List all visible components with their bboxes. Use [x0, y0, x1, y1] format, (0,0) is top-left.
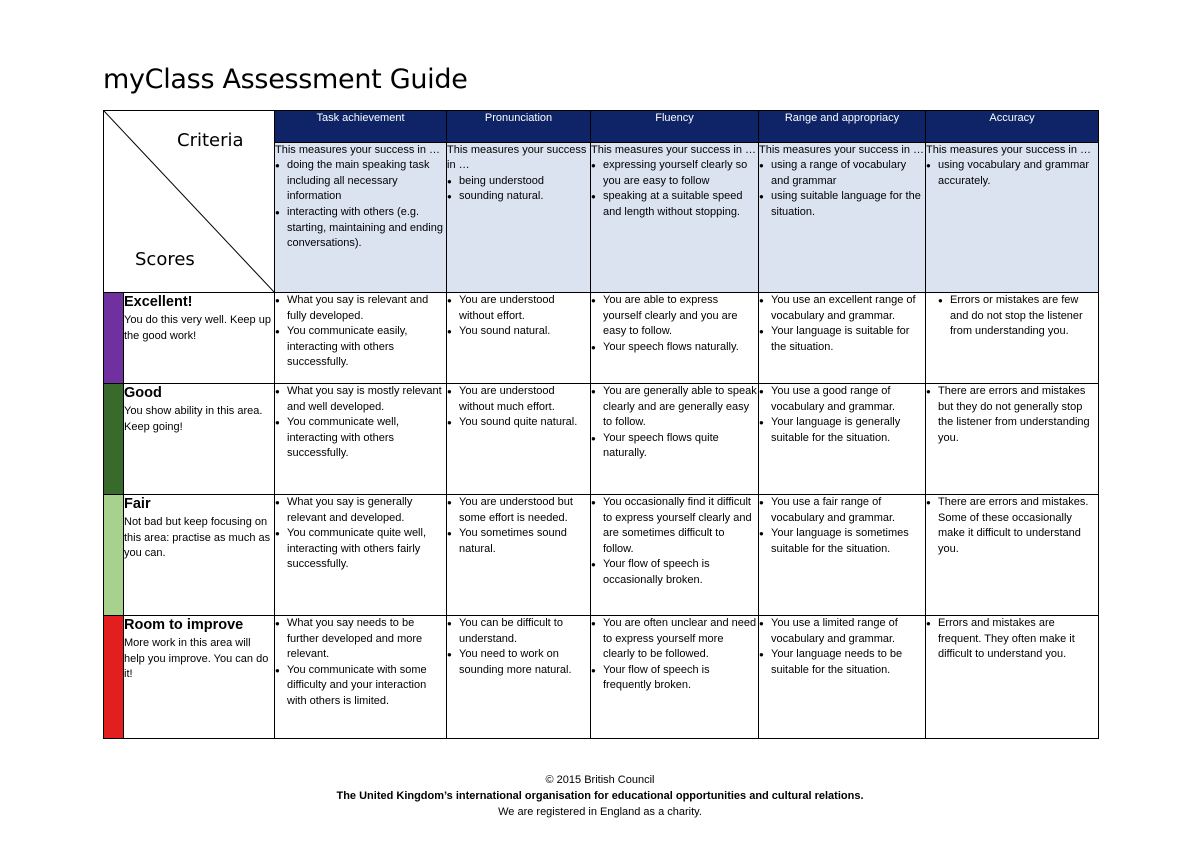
- score-bullet: ● Your language needs to be suitable for the situation.: [759, 647, 925, 678]
- description-item: ● speaking at a suitable speed and length without stopping.: [591, 189, 758, 220]
- description-list: [926, 158, 1098, 189]
- score-cell: [926, 293, 1099, 384]
- level-name: Fair: [124, 496, 151, 512]
- score-bullet: ● You communicate easily, interacting with others successfully.: [275, 324, 446, 371]
- score-cell: [447, 495, 591, 616]
- column-header-accuracy: Accuracy: [926, 111, 1099, 143]
- level-label: [124, 616, 275, 739]
- level-color-strip: [104, 293, 124, 384]
- level-color-strip: [104, 616, 124, 739]
- page-title: myClass Assessment Guide: [103, 64, 468, 95]
- criteria-description: [591, 142, 759, 292]
- score-cell: [447, 293, 591, 384]
- score-bullet: ● Errors and mistakes are frequent. They often make it difficult to understand you.: [926, 616, 1098, 663]
- description-item: ● interacting with others (e.g. starting, maintaining and ending conversations).: [275, 205, 446, 252]
- description-intro: This measures your success in …: [275, 143, 441, 156]
- score-bullet: ● You are generally able to speak clearly and are generally easy to follow.: [591, 384, 758, 431]
- score-bullet: ● You communicate quite well, interacting with others fairly successfully.: [275, 526, 446, 573]
- score-bullet: ● You are understood but some effort is needed.: [447, 495, 590, 526]
- score-bullet: ● Your language is suitable for the situation.: [759, 324, 925, 355]
- score-bullet: ● You sometimes sound natural.: [447, 526, 590, 557]
- score-cell: [926, 616, 1099, 739]
- score-bullet: ● Your flow of speech is occasionally broken.: [591, 557, 758, 588]
- score-cell: [275, 384, 447, 495]
- score-bullet: ● There are errors and mistakes. Some of these occasionally make it difficult to understand you.: [926, 495, 1098, 557]
- description-item: ● sounding natural.: [447, 189, 590, 205]
- description-item: ● using a range of vocabulary and grammar: [759, 158, 925, 189]
- score-bullet: ● Your flow of speech is frequently broken.: [591, 663, 758, 694]
- criteria-label: Criteria: [177, 130, 244, 151]
- score-cell: [591, 616, 759, 739]
- description-intro: This measures your success in …: [591, 143, 757, 156]
- charity-notice: We are registered in England as a charity.: [498, 806, 702, 818]
- level-color-strip: [104, 495, 124, 616]
- criteria-description: [447, 142, 591, 292]
- description-list: [275, 158, 446, 252]
- description-item: ● being understood: [447, 174, 590, 190]
- level-label: [124, 293, 275, 384]
- score-bullet: ● You use a fair range of vocabulary and grammar.: [759, 495, 925, 526]
- score-bullet: ● What you say is generally relevant and developed.: [275, 495, 446, 526]
- scores-label: Scores: [135, 249, 195, 270]
- score-bullet: ● Errors or mistakes are few and do not stop the listener from understanding you.: [938, 293, 1098, 340]
- level-description: More work in this area will help you improve. You can do it!: [124, 637, 269, 681]
- score-bullet: ● You use a good range of vocabulary and grammar.: [759, 384, 925, 415]
- column-header-fluency: Fluency: [591, 111, 759, 143]
- score-bullet: ● You occasionally find it difficult to express yourself clearly and are sometimes difficult to follow.: [591, 495, 758, 557]
- description-intro: This measures your success in …: [447, 143, 587, 172]
- level-description: Not bad but keep focusing on this area: practise as much as you can.: [124, 516, 271, 560]
- score-row-excellent: [104, 293, 1099, 384]
- score-bullet: ● You use an excellent range of vocabulary and grammar.: [759, 293, 925, 324]
- score-bullet: ● Your speech flows quite naturally.: [591, 431, 758, 462]
- score-cell: [447, 384, 591, 495]
- copyright-notice: © 2015 British Council: [545, 774, 655, 786]
- level-description: You show ability in this area. Keep going!: [124, 405, 263, 433]
- level-name: Excellent!: [124, 294, 193, 310]
- score-bullet: ● You are understood without effort.: [447, 293, 590, 324]
- description-intro: This measures your success in …: [926, 143, 1092, 156]
- score-cell: [926, 384, 1099, 495]
- column-header-task-achievement: Task achievement: [275, 111, 447, 143]
- description-item: ● using vocabulary and grammar accurately.: [926, 158, 1098, 189]
- score-bullet: ● You need to work on sounding more natural.: [447, 647, 590, 678]
- criteria-description: [275, 142, 447, 292]
- score-bullet: ● You use a limited range of vocabulary and grammar.: [759, 616, 925, 647]
- score-cell: [591, 495, 759, 616]
- score-bullet: ● Your language is generally suitable for the situation.: [759, 415, 925, 446]
- score-bullet: ● You are understood without much effort.: [447, 384, 590, 415]
- level-name: Room to improve: [124, 617, 244, 633]
- organisation-tagline: The United Kingdom’s international organisation for educational opportunities and cultural relations.: [336, 790, 864, 802]
- assessment-table: [103, 110, 1099, 739]
- level-color-strip: [104, 384, 124, 495]
- score-bullet: ● There are errors and mistakes but they do not generally stop the listener from understanding you.: [926, 384, 1098, 446]
- score-bullet: ● Your speech flows naturally.: [591, 340, 758, 356]
- footer: [0, 772, 1200, 820]
- description-list: [759, 158, 925, 220]
- score-cell: [759, 384, 926, 495]
- score-cell: [759, 293, 926, 384]
- score-cell: [275, 495, 447, 616]
- score-cell: [447, 616, 591, 739]
- level-name: Good: [124, 385, 162, 401]
- level-label: [124, 384, 275, 495]
- score-bullet: ● You can be difficult to understand.: [447, 616, 590, 647]
- criteria-description: [759, 142, 926, 292]
- column-header-range-appropriacy: Range and appropriacy: [759, 111, 926, 143]
- score-cell: [926, 495, 1099, 616]
- description-list: [447, 174, 590, 205]
- score-cell: [759, 616, 926, 739]
- score-bullet: ● What you say is mostly relevant and well developed.: [275, 384, 446, 415]
- score-bullet: ● You are able to express yourself clearly and you are easy to follow.: [591, 293, 758, 340]
- score-bullet: ● You communicate well, interacting with others successfully.: [275, 415, 446, 462]
- description-list: [591, 158, 758, 220]
- score-bullet: ● What you say is relevant and fully developed.: [275, 293, 446, 324]
- score-bullet: ● You communicate with some difficulty and your interaction with others is limited.: [275, 663, 446, 710]
- score-bullet: ● You sound natural.: [447, 324, 590, 340]
- description-item: ● using suitable language for the situation.: [759, 189, 925, 220]
- level-label: [124, 495, 275, 616]
- score-row-good: [104, 384, 1099, 495]
- score-cell: [591, 293, 759, 384]
- score-bullet: ● You are often unclear and need to express yourself more clearly to be followed.: [591, 616, 758, 663]
- score-row-room-to-improve: [104, 616, 1099, 739]
- score-cell: [759, 495, 926, 616]
- description-item: ● doing the main speaking task including all necessary information: [275, 158, 446, 205]
- criteria-description: [926, 142, 1099, 292]
- column-header-row: [104, 111, 1099, 143]
- description-intro: This measures your success in …: [759, 143, 925, 156]
- score-bullet: ● Your language is sometimes suitable for the situation.: [759, 526, 925, 557]
- description-item: ● expressing yourself clearly so you are easy to follow: [591, 158, 758, 189]
- score-row-fair: [104, 495, 1099, 616]
- score-bullet: ● You sound quite natural.: [447, 415, 590, 431]
- score-cell: [591, 384, 759, 495]
- criteria-scores-corner: [104, 111, 275, 293]
- score-cell: [275, 293, 447, 384]
- score-cell: [275, 616, 447, 739]
- level-description: You do this very well. Keep up the good work!: [124, 314, 271, 342]
- column-header-pronunciation: Pronunciation: [447, 111, 591, 143]
- score-bullet: ● What you say needs to be further developed and more relevant.: [275, 616, 446, 663]
